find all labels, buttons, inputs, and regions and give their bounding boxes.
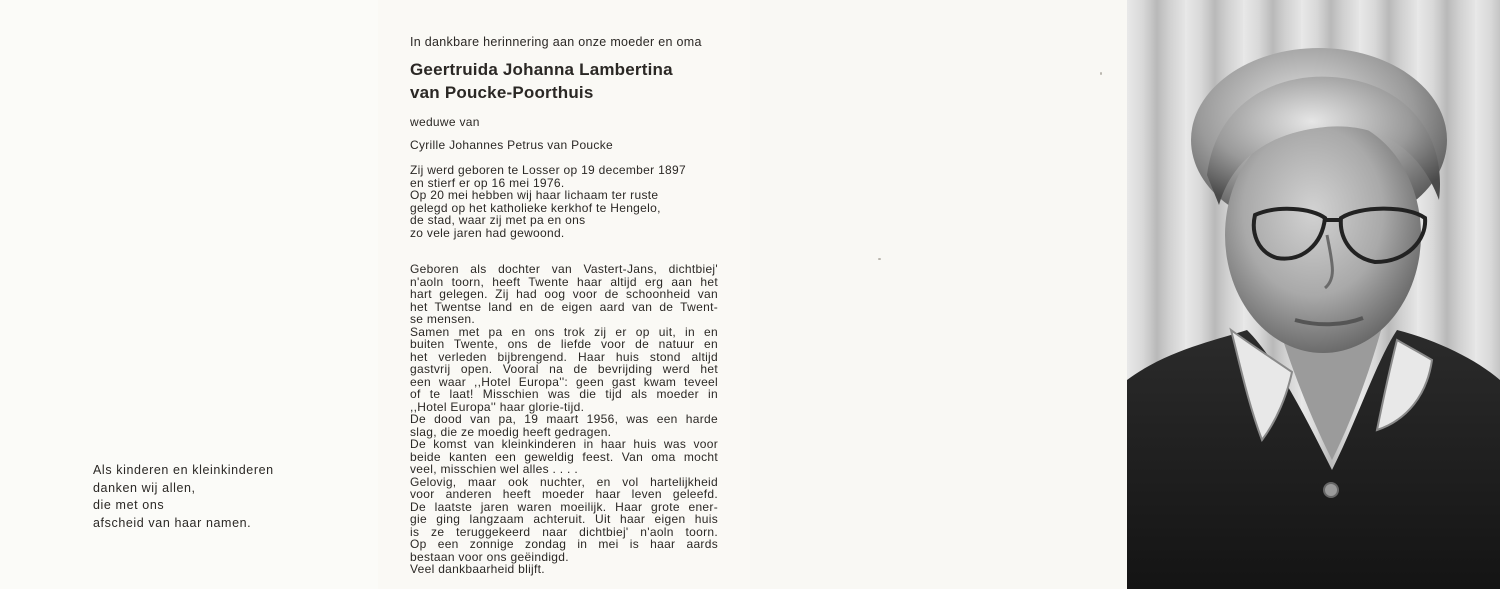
bio-line: gastvrij open. Vooral na de bevrijding werd het <box>410 362 718 376</box>
bio-line: De komst van kleinkinderen in haar huis was voor <box>410 437 718 451</box>
pendant <box>1324 483 1338 497</box>
bio-line: n'aoln toorn, heeft Twente haar altijd erg aan het <box>410 274 718 289</box>
dates-line: Zij werd geboren te Losser op 19 december 1897 <box>410 163 686 177</box>
thanks-line: danken wij allen, <box>93 480 196 495</box>
bio-line: veel, misschien wel alles . . . . <box>410 462 578 476</box>
bio-line: slag, die ze moedig heeft gedragen. <box>410 424 612 439</box>
blank-panel <box>750 0 1127 589</box>
bio-line: voor anderen heeft moeder haar leven geleefd. <box>410 487 718 501</box>
bio-line: gie ging langzaam achteruit. Uit haar eigen huis <box>410 512 718 526</box>
bio-line: bestaan voor ons geëindigd. <box>410 549 569 564</box>
thanks-line: die met ons <box>93 498 165 512</box>
bio-line: of te laat! Misschien was die tijd als moeder in <box>410 387 718 401</box>
dates-line: en stierf er op 16 mei 1976. <box>410 175 565 190</box>
left-panel <box>0 0 378 589</box>
thanks-text <box>93 462 274 532</box>
dates-paragraph <box>410 164 718 239</box>
deceased-name-line1: Geertruida Johanna Lambertina <box>410 60 673 79</box>
thanks-line: Als kinderen en kleinkinderen <box>93 463 274 477</box>
bio-line: se mensen. <box>410 312 476 326</box>
bio-line: De dood van pa, 19 maart 1956, was een harde <box>410 412 718 426</box>
portrait-photo <box>1127 0 1500 589</box>
bio-line: Gelovig, maar ook nuchter, en vol hartelijkheid <box>410 474 718 489</box>
bio-line: Op een zonnige zondag in mei is haar aards <box>410 537 718 551</box>
bio-line: beide kanten een geweldig feest. Van oma mocht <box>410 449 718 464</box>
dates-line: de stad, waar zij met pa en ons <box>410 213 586 227</box>
bio-line: ,,Hotel Europa'' haar glorie-tijd. <box>410 399 585 414</box>
bio-line: De laatste jaren waren moeilijk. Haar grote ener- <box>410 499 718 514</box>
portrait-image <box>1127 0 1500 589</box>
biography <box>410 263 718 576</box>
husband-name: Cyrille Johannes Petrus van Poucke <box>410 138 613 152</box>
memorial-text <box>410 35 718 576</box>
bio-line: hart gelegen. Zij had oog voor de schoonheid van <box>410 287 718 301</box>
text-panel <box>378 0 750 589</box>
bio-line: het verleden bijbrengend. Haar huis stond altijd <box>410 349 718 364</box>
bio-line: Geboren als dochter van Vastert-Jans, dichtbiej' <box>410 262 718 276</box>
thanks-line: afscheid van haar namen. <box>93 515 252 530</box>
paper-speck <box>878 258 881 260</box>
deceased-name-line2: van Poucke-Poorthuis <box>410 83 594 102</box>
bio-line: Veel dankbaarheid blijft. <box>410 562 545 576</box>
bio-line: het Twentse land en de eigen aard van de Twent- <box>410 299 718 314</box>
bio-line: is ze teruggekeerd naar dichtbiej' n'aoln toorn. <box>410 524 718 539</box>
dates-line: Op 20 mei hebben wij haar lichaam ter ruste <box>410 188 659 202</box>
paper-speck <box>1100 72 1102 75</box>
bio-line: een waar ,,Hotel Europa'': geen gast kwam teveel <box>410 374 718 389</box>
dates-line: zo vele jaren had gewoond. <box>410 225 565 240</box>
bio-line: Samen met pa en ons trok zij er op uit, in en <box>410 324 718 339</box>
dates-line: gelegd op het katholieke kerkhof te Hengelo, <box>410 200 661 215</box>
widow-label: weduwe van <box>410 115 480 129</box>
bio-line: buiten Twente, ons de liefde voor de natuur en <box>410 337 718 351</box>
intro-line: In dankbare herinnering aan onze moeder en oma <box>410 35 702 49</box>
